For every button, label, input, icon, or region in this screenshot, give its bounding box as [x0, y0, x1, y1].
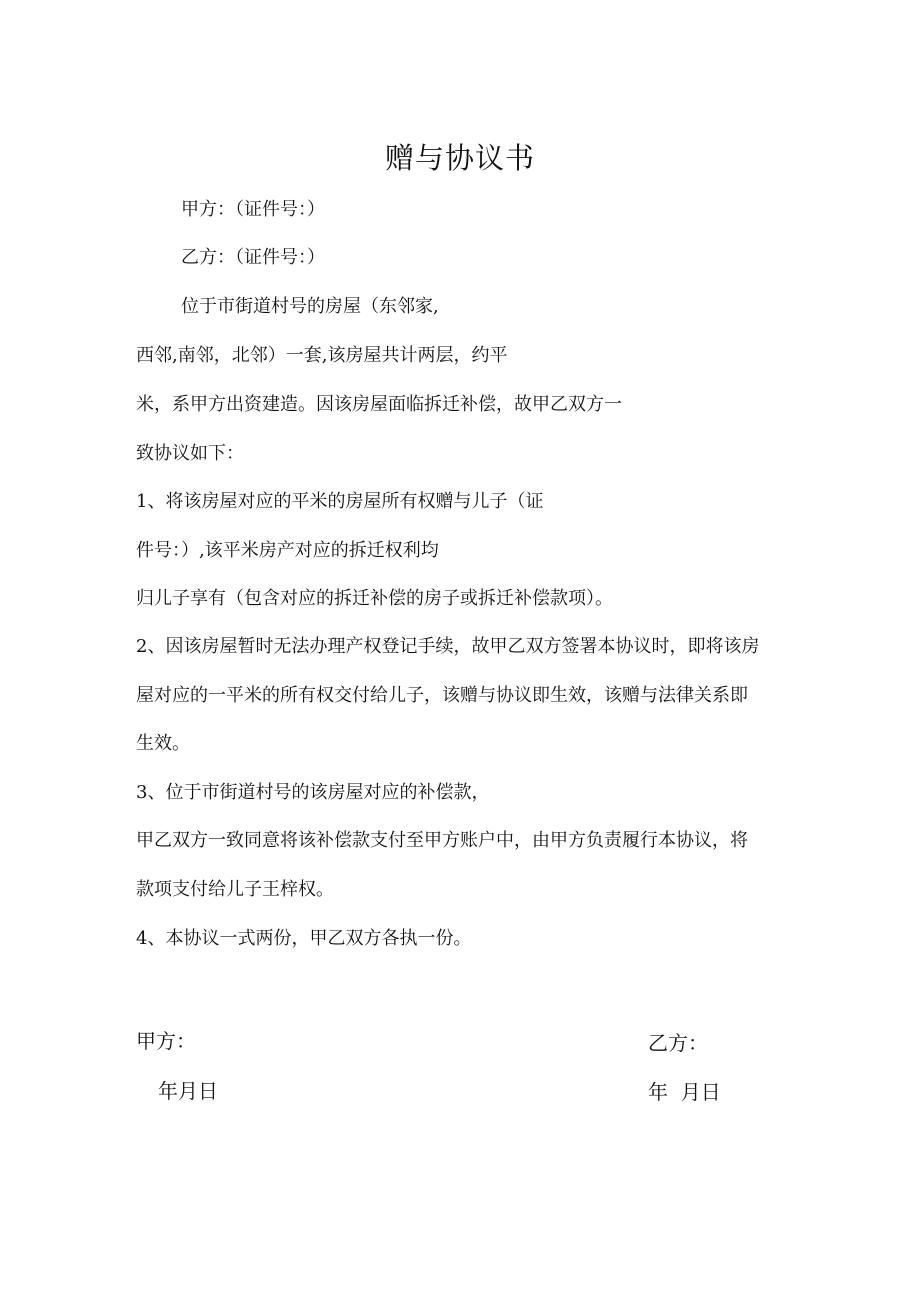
party-a-line: 甲方：（证件号：） [181, 199, 325, 220]
clause3-line-2: 甲乙双方一致同意将该补偿款支付至甲方账户中，由甲方负责履行本协议，将 [136, 830, 748, 851]
clause1-line-2: 件号：）,该平米房产对应的拆迁权利均 [136, 540, 439, 561]
clause2-line-2: 屋对应的一平米的所有权交付给儿子，该赠与协议即生效，该赠与法律关系即 [136, 685, 748, 706]
party-b-line: 乙方：（证件号：） [181, 247, 325, 268]
intro-line-3: 米，系甲方出资建造。因该房屋面临拆迁补偿，故甲乙双方一 [136, 394, 622, 415]
signature-party-b-date: 年 月日 [648, 1080, 721, 1104]
signature-party-b-label: 乙方： [648, 1031, 708, 1055]
clause1-line-1: 1、将该房屋对应的平米的房屋所有权赠与儿子（证 [136, 491, 544, 512]
clause3-line-3: 款项支付给儿子王梓权。 [136, 879, 334, 900]
clause1-line-3: 归儿子享有（包含对应的拆迁补偿的房子或拆迁补偿款项）。 [136, 588, 613, 609]
clause2-line-3: 生效。 [136, 733, 190, 754]
clause4-line: 4、本协议一式两份，甲乙双方各执一份。 [136, 928, 472, 949]
intro-line-4: 致协议如下： [136, 443, 244, 464]
clause2-line-1: 2、因该房屋暂时无法办理产权登记手续，故甲乙双方签署本协议时，即将该房 [136, 636, 760, 657]
intro-line-1: 位于市街道村号的房屋（东邻家, [181, 296, 439, 317]
signature-party-a-label: 甲方： [136, 1029, 196, 1053]
signature-party-a-date: 年月日 [158, 1079, 218, 1103]
intro-line-2: 西邻,南邻，北邻）一套,该房屋共计两层，约平 [136, 345, 508, 366]
clause3-line-1: 3、位于市街道村号的该房屋对应的补偿款， [136, 782, 490, 803]
document-title: 赠与协议书 [384, 141, 535, 175]
